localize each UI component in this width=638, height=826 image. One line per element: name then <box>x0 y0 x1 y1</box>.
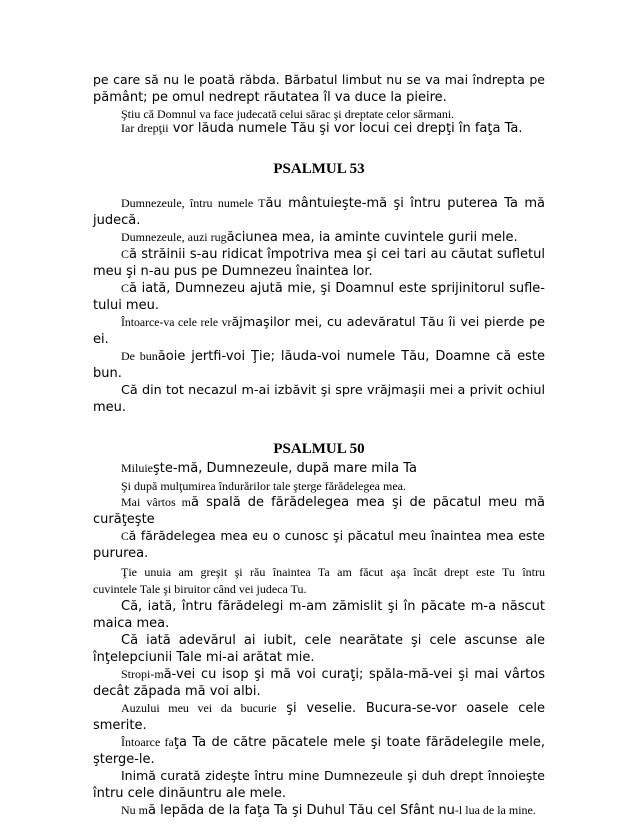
text-line: cuvintele Tale şi biruitor când vei judeca Tu. <box>93 582 307 596</box>
text-line: Inimă curată zideşte întru mine Dumnezeule şi duh drept înnoieşte <box>121 768 545 783</box>
text-line: Şi după mulţumirea îndurărilor tale şterge fărădelegea mea. <box>121 479 406 493</box>
psalm-title: PSALMUL 53 <box>273 161 365 177</box>
text-line: înţelepciunii Tale mi-ai arătat mie. <box>93 650 315 665</box>
text-line: Stropi-mă-vei cu isop şi mă voi curaţi; spăla-mă-vei şi mai vârtos <box>121 667 545 682</box>
text-line: Întoarce-va cele rele vrăjmaşilor mei, cu adevăratul Tău îi vei pierde pe <box>121 315 546 330</box>
text-line: maica mea. <box>93 616 170 631</box>
text-line: Nu mă lepăda de la faţa Ta şi Duhul Tău cel Sfânt nu-l lua de la mine. <box>121 803 536 818</box>
text-line: Că străinii s-au ridicat împotriva mea şi cei tari au căutat sufletul <box>121 247 545 262</box>
text-line: Că iată adevărul ai iubit, cele nearătate şi cele ascunse ale <box>121 633 545 648</box>
text-line: şterge-le. <box>93 752 155 767</box>
text-line: Că fărădelegea mea eu o cunosc şi păcatul meu înaintea mea este <box>121 528 545 543</box>
text-line: meu şi n-au pus pe Dumnezeu înaintea lor. <box>93 264 373 279</box>
text-line: Dumnezeule, auzi rugăciunea mea, ia aminte cuvintele gurii mele. <box>121 230 518 245</box>
text-line: întru cele dinăuntru ale mele. <box>93 786 287 801</box>
text-line: smerite. <box>93 718 147 733</box>
text-line: Că din tot necazul m-ai izbăvit şi spre vrăjmaşii mei a privit ochiul <box>121 383 545 398</box>
text-line: Întoarce faţa Ta de către păcatele mele şi toate fărădelegile mele, <box>121 735 545 750</box>
text-line: Miluieşte-mă, Dumnezeule, după mare mila Ta <box>121 461 417 476</box>
text-line: tului meu. <box>93 298 159 313</box>
text-line: Ţie unuia am greşit şi rău înaintea Ta am făcut aşa încât drept este Tu întru <box>121 565 545 579</box>
text-line: pururea. <box>93 546 149 561</box>
text-line: Mai vârtos mă spală de fărădelegea mea şi de păcatul meu mă <box>121 495 545 510</box>
text-line: Iar drepţii vor lăuda numele Tău şi vor locui cei drepţi în faţa Ta. <box>121 121 523 136</box>
text-line: Că, iată, întru fărădelegi m-am zămislit şi în păcate m-a născut <box>121 599 545 614</box>
text-line: Că iată, Dumnezeu ajută mie, şi Doamnul este sprijinitorul sufle- <box>121 281 545 296</box>
text-line: curăţeşte <box>93 512 155 527</box>
text-line: Auzului meu vei da bucurie şi veselie. Bucura-se-vor oasele cele <box>121 701 545 716</box>
text-line: Dumnezeule, întru numele Tău mântuieşte-mă şi întru puterea Ta mă <box>121 196 545 211</box>
text-line: pământ; pe omul nedrept răutatea îl va duce la pieire. <box>93 90 447 105</box>
text-line: meu. <box>93 400 127 415</box>
text-line: judecă. <box>93 213 141 228</box>
text-line: pe care să nu le poată răbda. Bărbatul limbut nu se va mai îndrepta pe <box>93 72 545 87</box>
text-line: bun. <box>93 366 122 381</box>
text-line: Ştiu că Domnul va face judecată celui sărac şi dreptate celor sărmani. <box>121 107 455 121</box>
text-line: decât zăpada mă voi albi. <box>93 684 261 699</box>
psalm-title: PSALMUL 50 <box>273 441 365 457</box>
text-line: ei. <box>93 332 109 347</box>
text-line: De bunăoie jertfi-voi Ţie; lăuda-voi numele Tău, Doamne că este <box>121 349 545 364</box>
